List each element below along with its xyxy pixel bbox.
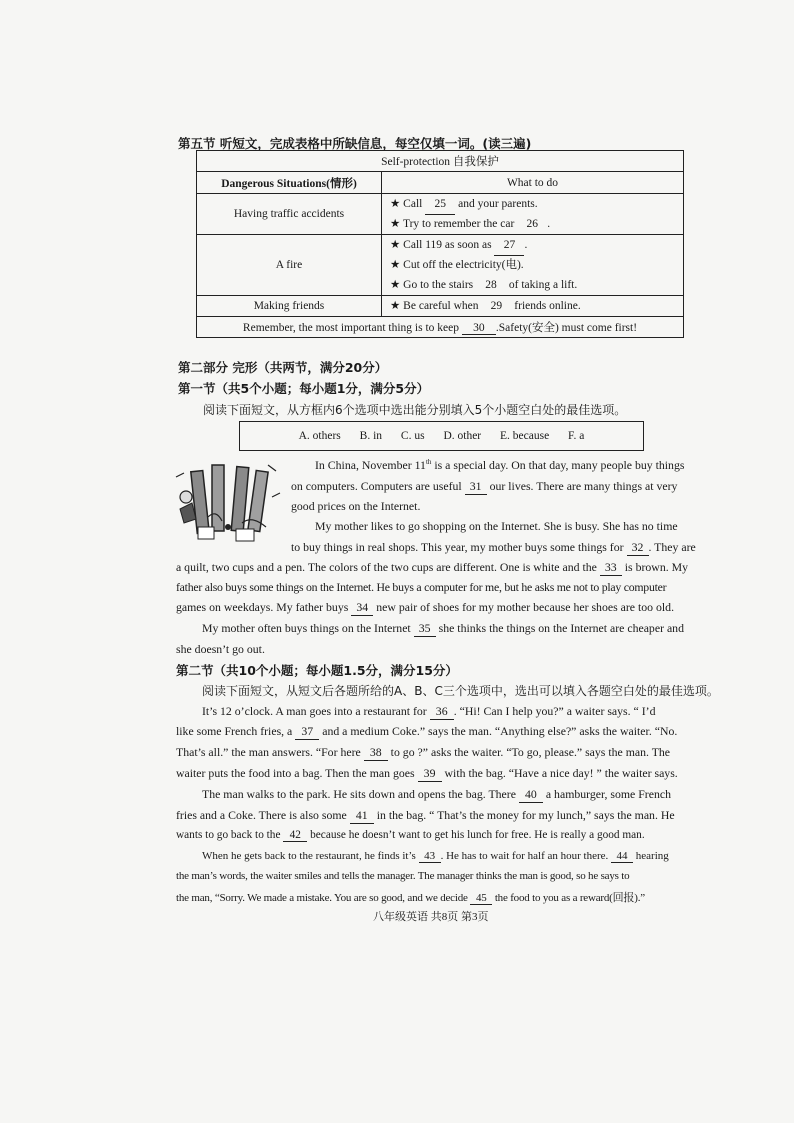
text: like some French fries, a: [176, 724, 293, 738]
action-text: ★ Call 119 as soon as: [390, 239, 492, 251]
blank-31[interactable]: 31: [465, 479, 487, 495]
action-item: [390, 296, 683, 316]
superscript: th: [425, 458, 432, 467]
blank-36[interactable]: 36: [430, 704, 454, 720]
q-line9: the man’s words, the waiter smiles and tells the manager. The manager thinks the man is good, so he says to: [176, 870, 630, 882]
q-line6: [176, 808, 675, 824]
text: My mother often buys things on the Internet: [202, 621, 411, 635]
p2-line4: father also buys some things on the Internet. He buys a computer for me, but he asks me not to play computer: [176, 580, 667, 594]
text: In China, November 11: [315, 458, 426, 472]
col1-header: Dangerous Situations(情形): [197, 172, 382, 194]
text: with the bag. “Have a nice day! ” the waiter says.: [444, 766, 678, 780]
blank-37[interactable]: 37: [295, 724, 319, 740]
blank-41[interactable]: 41: [350, 808, 374, 824]
text: in the bag. “ That’s the money for my lunch,” says the man. He: [376, 808, 675, 822]
action-text: ★ Cut off the electricity(电).: [390, 259, 524, 271]
text: . They are: [648, 540, 696, 554]
text: It’s 12 o’clock. A man goes into a restaurant for: [202, 704, 427, 718]
text: fries and a Coke. There is also some: [176, 808, 347, 822]
blank-33[interactable]: 33: [600, 560, 622, 576]
self-protection-table: [196, 150, 684, 338]
text: because he doesn’t want to get his lunch for free. He is really a good man.: [310, 829, 645, 841]
text: to buy things in real shops. This year, my mother buys some things for: [291, 540, 624, 554]
text: That’s all.” the man answers. “For here: [176, 745, 361, 759]
text: on computers. Computers are useful: [291, 479, 462, 493]
footer-text: .Safety(安全) must come first!: [495, 322, 638, 334]
text: . “Hi! Can I help you?” a waiter says. “ I’d: [453, 704, 656, 718]
p3-line2: she doesn’t go out.: [176, 642, 265, 656]
p2-line2: [291, 540, 696, 556]
action-text: and your parents.: [458, 198, 538, 210]
action-item: [390, 255, 683, 275]
action-item: [390, 214, 683, 234]
blank-45[interactable]: 45: [470, 892, 492, 905]
option-c: C. us: [400, 430, 425, 442]
p1-line3: good prices on the Internet.: [291, 499, 421, 513]
page-footer: 八年级英语 共8页 第3页: [373, 911, 489, 923]
blank-38[interactable]: 38: [364, 745, 388, 761]
q-line4: [176, 766, 678, 782]
action-text: friends online.: [514, 300, 581, 312]
blank-40[interactable]: 40: [519, 787, 543, 803]
blank-29[interactable]: 29: [481, 296, 511, 317]
section1-title: 第一节（共5个小题；每小题1分，满分5分）: [178, 381, 430, 396]
text: new pair of shoes for my mother because her shoes are too old.: [376, 600, 675, 614]
q-line5: [202, 787, 671, 803]
section5-title: 第五节 听短文，完成表格中所缺信息，每空仅填一词。(读三遍): [178, 136, 532, 151]
text: . He has to wait for half an hour there.: [440, 850, 609, 862]
table-title: Self-protection 自我保护: [197, 151, 684, 172]
p3-line1: [202, 621, 684, 637]
action-text: of taking a lift.: [508, 279, 578, 291]
p1-line1: [315, 458, 684, 473]
actions-friends: [382, 296, 684, 317]
option-d: D. other: [443, 430, 482, 442]
text: wants to go back to the: [176, 829, 281, 841]
actions-traffic: [382, 194, 684, 235]
situation-traffic: Having traffic accidents: [197, 194, 382, 235]
blank-30[interactable]: 30: [462, 322, 496, 335]
part2-title: 第二部分 完形（共两节，满分20分）: [178, 360, 388, 375]
blank-25[interactable]: 25: [425, 194, 455, 215]
text: the food to you as a reward(回报).”: [494, 892, 645, 904]
table-footer: [197, 317, 684, 338]
text: games on weekdays. My father buys: [176, 600, 349, 614]
blank-44[interactable]: 44: [611, 850, 633, 863]
options-box: [239, 421, 644, 451]
option-f: F. a: [568, 430, 585, 442]
footer-text: Remember, the most important thing is to keep: [242, 322, 460, 334]
text: a hamburger, some French: [545, 787, 671, 801]
section1-instruction: 阅读下面短文，从方框内6个选项中选出能分别填入5个小题空白处的最佳选项。: [203, 403, 627, 417]
text: to go ?” asks the waiter. “To go, please.” says the man. The: [390, 745, 671, 759]
blank-32[interactable]: 32: [627, 540, 649, 556]
actions-fire: [382, 235, 684, 296]
action-text: ★ Go to the stairs: [390, 279, 474, 291]
action-text: ★ Call: [390, 198, 423, 210]
situation-fire: A fire: [197, 235, 382, 296]
text: a quilt, two cups and a pen. The colors of the two cups are different. One is white and the: [176, 560, 597, 574]
q-line1: [202, 704, 655, 720]
action-text: ★ Try to remember the car: [390, 218, 515, 230]
action-text: .: [547, 218, 551, 230]
q-line2: [176, 724, 677, 740]
option-e: E. because: [500, 430, 550, 442]
q-line10: [176, 889, 645, 905]
p2-line3: [176, 560, 688, 576]
blank-42[interactable]: 42: [283, 829, 307, 842]
situation-friends: Making friends: [197, 296, 382, 317]
text: and a medium Coke.” says the man. “Anything else?” asks the waiter. “No.: [322, 724, 678, 738]
section2-title: 第二节（共10个小题；每小题1.5分，满分15分）: [176, 663, 458, 678]
action-text: .: [524, 239, 528, 251]
action-item: [390, 235, 683, 255]
text: the man, “Sorry. We made a mistake. You are so good, and we decide: [176, 892, 468, 904]
text: The man walks to the park. He sits down and opens the bag. There: [202, 787, 516, 801]
text: our lives. There are many things at very: [489, 479, 678, 493]
p1-line2: [291, 479, 677, 495]
text: is brown. My: [624, 560, 689, 574]
section2-instruction: 阅读下面短文，从短文后各题所给的A、B、C三个选项中，选出可以填入各题空白处的最佳选项。: [202, 684, 719, 698]
blank-34[interactable]: 34: [351, 600, 373, 616]
blank-35[interactable]: 35: [414, 621, 436, 637]
q-line8: [202, 850, 669, 863]
action-item: [390, 194, 683, 214]
option-a: A. others: [298, 430, 341, 442]
blank-28[interactable]: 28: [476, 275, 506, 296]
text: When he gets back to the restaurant, he finds it’s: [202, 850, 416, 862]
blank-27[interactable]: 27: [494, 235, 524, 256]
text: she thinks the things on the Internet are cheaper and: [438, 621, 684, 635]
col2-header: What to do: [382, 172, 684, 194]
text: waiter puts the food into a bag. Then the man goes: [176, 766, 415, 780]
q-line3: [176, 745, 670, 761]
q-line7: [176, 829, 645, 842]
action-item: [390, 275, 683, 295]
action-text: ★ Be careful when: [390, 300, 479, 312]
p2-line5: [176, 600, 674, 616]
text: hearing: [635, 850, 669, 862]
blank-26[interactable]: 26: [517, 214, 547, 235]
blank-43[interactable]: 43: [419, 850, 441, 863]
p2-line1: My mother likes to go shopping on the Internet. She is busy. She has no time: [315, 519, 678, 533]
text: is a special day. On that day, many people buy things: [431, 458, 685, 472]
shopping-1111-illustration: [172, 457, 284, 547]
blank-39[interactable]: 39: [418, 766, 442, 782]
option-b: B. in: [359, 430, 383, 442]
